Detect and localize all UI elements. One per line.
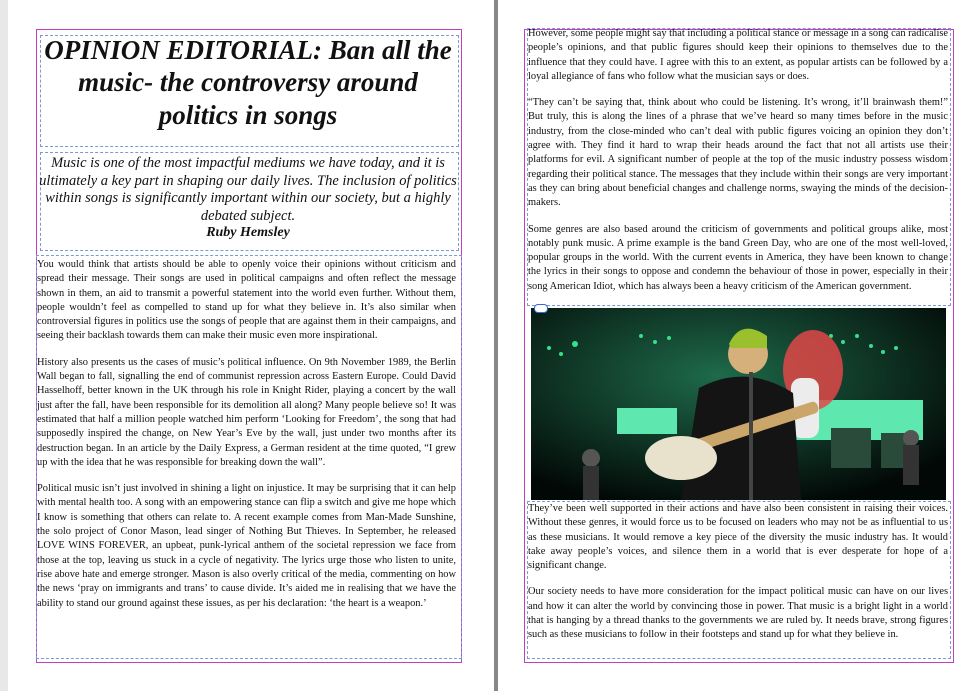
paragraph: You would think that artists should be able to openly voice their opinions without criticism and spread their message. Their songs are used in political campaigns and often reflect the message shown in them, an aid to transmit a powerful statement into the world even further. Without them, people wouldn’t feel as compelled to stand up for what they believe in. It’s also similar when controversial figures in politics use the songs of people that are against them in their campaigns, and seeing their backlash towards them can make their music even more inspirational. <box>37 259 456 342</box>
paragraph: History also presents us the cases of music’s political influence. On 9th November 1989, the Berlin Wall began to fall, signalling the end of communist repression across Eastern Europe. Could David Hasselhoff, better known in the UK through his role in Knight Rider, playing a concert by the wall just after the fall, have been responsible for its demolition all along? Many people believe so! It was estimated that half a million people watched him perform ‘Looking for Freedom’, the song that had supposedly inspired the change, on New Year’s Eve by the wall, just under two months after its destruction began. In an article by the Daily Express, a German resident at the time quoted, “I grew up with the idea that he was responsible for breaking down the wall”. <box>37 356 456 468</box>
link-icon[interactable] <box>534 304 548 313</box>
page-title: OPINION EDITORIAL: Ban all the music- the controversy around politics in songs <box>44 35 452 130</box>
byline: Ruby Hemsley <box>206 225 290 240</box>
left-body-text <box>37 258 456 623</box>
concert-photo[interactable] <box>531 308 946 500</box>
paragraph: They’ve been well supported in their actions and have also been consistent in raising their voices. Without these genres, it would force us to be focused on leaders who may not be as influential to us as these musicians. It would remove a key piece of the diversity the music industry has. It would take away people’s voices, and silence them in a world that is ever desperate for hope of a significant change. <box>528 503 948 572</box>
standfirst: Music is one of the most impactful mediums we have today, and it is ultimately a key part in shaping our daily lives. The inclusion of politics within songs is significantly important within our society, but a highly debated subject. <box>39 155 457 224</box>
paragraph: Some genres are also based around the criticism of governments and political groups alike, most notably punk music. A prime example is the band Green Day, who are one of the most well-loved, popular groups in the world. With the current events in America, they have been known to change the lyrics in their songs to oppose and condemn the behaviour of those in power, especially in their song American Idiot, which has always been a heavy criticism of the American government. <box>528 223 948 292</box>
right-body-text-bottom <box>528 502 948 655</box>
paragraph: Political music isn’t just involved in shining a light on injustice. It may be surprising that it can help with mental health too. A song with an empowering stance can flip a switch and give me hope which I know is something that others can relate to. A recent example comes from Man-Made Sunshine, the solo project of Conor Mason, lead singer of Nothing But Thieves. In September, he released LOVE WINS FOREVER, an upbeat, punk-lyrical anthem of the societal repression we face from those at the top, leaving us stuck in a cycle of negativity. The lyrics urge those who listen to unite, rise above hate and emerge stronger. Mason is also overly critical of the media, commenting on how the news ‘pray on immigrants and trans’ to cause divide. It’s aided me in realising that we have the ability to stand our ground against these issues, as per his declaration: ‘the heart is a weapon.’ <box>37 483 456 609</box>
paragraph: “They can’t be saying that, think about who could be listening. It’s wrong, it’ll brainwash them!” But truly, this is along the lines of a phrase that we’ve heard so many times before in the music industry, from the close-minded who can’t deal with public figures voicing an opinion they don’t agree with. They find it hard to wrap their heads around the fact that not all artists use their platforms for evil. A significant number of people at the top of the music industry possess wisdom regarding their political stance. The messages that they include within their songs are very important as they can bring about beneficial changes and challenge norms, swaying the minds of the decision-makers. <box>528 97 948 209</box>
paragraph: Our society needs to have more consideration for the impact political music can have on our lives and how it can alter the world by convincing those in power. That music is a bright light in a world that is hanging by a thread thanks to the governments we are ruled by. It needs brave, strong figures such as these musicians to follow in their footsteps and stand up for what they believe in. <box>528 586 948 641</box>
paragraph: However, some people might say that including a political stance or message in a song can radicalise people’s opinions, and that public figures should keep their opinions to themselves due to the influence that they could have. I agree with this to an extent, as popular artists can be followed by a loyal allegiance of fans who follow what the musician says or does. <box>528 28 948 82</box>
right-body-text-top <box>528 27 948 306</box>
